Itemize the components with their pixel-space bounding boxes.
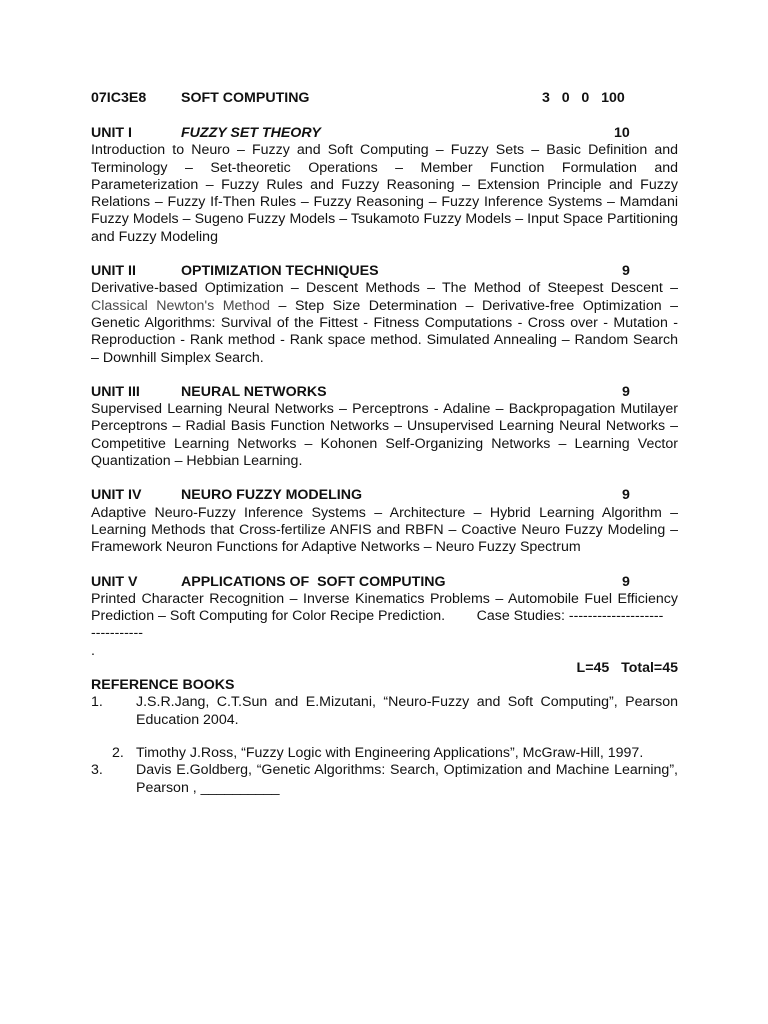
reference-number: 1.	[91, 694, 103, 711]
reference-item	[91, 762, 678, 797]
unit-hours: 10	[614, 125, 630, 141]
unit-label: UNIT IV	[91, 487, 142, 504]
course-title: SOFT COMPUTING	[181, 90, 310, 106]
unit-label: UNIT II	[91, 263, 136, 280]
unit-title: OPTIMIZATION TECHNIQUES	[181, 263, 379, 280]
unit-title: NEURAL NETWORKS	[181, 383, 327, 400]
reference-number: 3.	[91, 762, 103, 779]
course-code: 07IC3E8	[91, 90, 147, 106]
unit-3-header	[91, 384, 678, 401]
unit-title: NEURO FUZZY MODELING	[181, 487, 363, 504]
reference-heading: REFERENCE BOOKS	[91, 677, 235, 694]
unit-2-content-gray: Classical Newton's Method	[91, 297, 271, 314]
syllabus-page	[91, 90, 682, 797]
unit-hours: 9	[622, 263, 630, 280]
unit-3-content: Supervised Learning Neural Networks – Perceptrons - Adaline – Backpropagation Mutilayer Perceptrons – Radial Basis Function Networks – Unsupervised Learning Neural Networks – Competitive Learning Networks – Kohonen Self-Organizing Networks – Learning Vector Quantization – Hebbian Learning.	[91, 401, 678, 470]
reference-text: Davis E.Goldberg, “Genetic Algorithms: Search, Optimization and Machine Learning”, Pearson , __________	[136, 762, 678, 796]
unit-hours: 9	[622, 383, 630, 400]
unit-5-content: Printed Character Recognition – Inverse Kinematics Problems – Automobile Fuel Efficiency Prediction – Soft Computing for Color Recipe Prediction. Case Studies: --------------------	[91, 590, 682, 625]
case-studies-dot: .	[91, 642, 95, 659]
reference-item	[91, 694, 678, 729]
reference-text: Timothy J.Ross, “Fuzzy Logic with Engineering Applications”, McGraw-Hill, 1997.	[136, 744, 644, 761]
unit-4	[91, 487, 678, 556]
case-studies-continuation: -----------	[91, 625, 143, 642]
unit-2-content-part-a: Derivative-based Optimization – Descent Methods – The Method of Steepest Descent –	[91, 280, 678, 297]
unit-4-content: Adaptive Neuro-Fuzzy Inference Systems – Architecture – Hybrid Learning Algorithm – Learning Methods that Cross-fertilize ANFIS and RBFN – Coactive Neuro Fuzzy Modeling – Framework Neuron Functions for Adaptive Networks – Neuro Fuzzy Spectrum	[91, 504, 678, 556]
unit-label: UNIT I	[91, 125, 132, 141]
reference-number: 2.	[112, 744, 124, 761]
unit-3	[91, 384, 678, 470]
unit-4-header	[91, 487, 678, 504]
total-hours: L=45 Total=45	[576, 659, 678, 676]
unit-hours: 9	[622, 487, 630, 504]
reference-text: J.S.R.Jang, C.T.Sun and E.Mizutani, “Neuro-Fuzzy and Soft Computing”, Pearson Education 2004.	[136, 694, 678, 728]
reference-item	[91, 745, 678, 762]
unit-title: APPLICATIONS OF SOFT COMPUTING	[181, 573, 446, 590]
unit-1-header	[91, 125, 678, 142]
unit-2-header	[91, 263, 678, 280]
unit-1	[91, 125, 678, 246]
unit-2-content	[91, 280, 678, 366]
unit-hours: 9	[622, 573, 630, 590]
unit-label: UNIT III	[91, 383, 140, 400]
course-header	[91, 90, 678, 108]
unit-1-content: Introduction to Neuro – Fuzzy and Soft Computing – Fuzzy Sets – Basic Definition and Terminology – Set-theoretic Operations – Member Function Formulation and Parameterization – Fuzzy Rules and Fuzzy Reasoning – Extension Principle and Fuzzy Relations – Fuzzy If-Then Rules – Fuzzy Reasoning – Fuzzy Inference Systems – Mamdani Fuzzy Models – Sugeno Fuzzy Models – Tsukamoto Fuzzy Models – Input Space Partitioning and Fuzzy Modeling	[91, 142, 678, 245]
unit-2-content-part-b: – Step Size Determination – Derivative-free Optimization – Genetic Algorithms: Survival of the Fittest - Fitness Computations - Cross over - Mutation - Reproduction - Rank method - Rank space method. Simulated Annealing – Random Search – Downhill Simplex Search.	[91, 297, 678, 366]
unit-2	[91, 263, 678, 367]
unit-label: UNIT V	[91, 573, 138, 590]
unit-title: FUZZY SET THEORY	[181, 125, 321, 141]
unit-5-header	[91, 574, 678, 591]
course-credits: 3 0 0 100	[542, 90, 625, 106]
unit-5	[91, 573, 682, 660]
